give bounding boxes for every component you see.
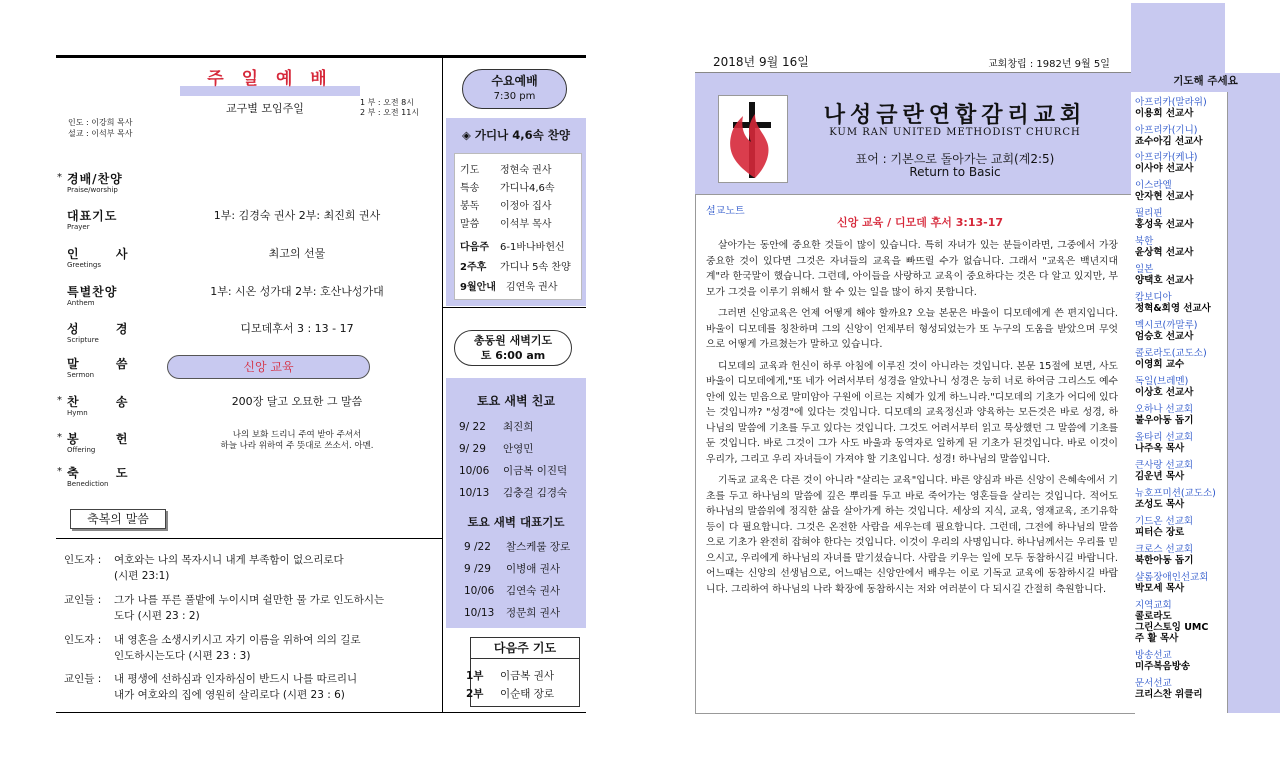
- paragraph: 디모데의 교육과 헌신이 하루 아침에 이루진 것이 아니라는 것입니다. 본문 15절에 보면, 사도 바울이 디모데에게,"또 네가 어려서부터 성경을 알았나니 성경은 능히 너로 하여금 그리스도 예수 안에 있는 믿음으로 말미암아 구원에 이르는 지혜가 있게 하느니라."디모데의 기초가 어디에 있다는 것입니까? "성경"에 있다는 것입니다. 디모데의 교육정신과 양육하는 모든것은 바로 성경, 하나님의 말씀에 기초를 두고 있다는 것입니다. 그것도 어려서부터 읽고 묵상했던 그 말씀에 기초를 둔 것입니다. 바로 그것이 그가 사도 바울과 동역자로 일하게 된 기초가 된것입니다. 바로 이것이 우리가, 그리고 우리 자녀들이 가져야 할 기초입니다. 성경! 하나님의 말씀입니다.: [706, 360, 1118, 465]
- responsive-reading-4: 교인들 : 내 평생에 선하심과 인자하심이 반드시 나를 따르리니 내가 여호와의 집에 영원히 살리로다 (시편 23 : 6): [64, 673, 358, 701]
- bulletin-date: 2018년 9월 16일: [713, 55, 809, 69]
- fellowship-row: 10/06 이금복 이진덕: [459, 465, 568, 477]
- prayer-item: 독일(브레멘) 이상호 선교사: [1135, 376, 1194, 398]
- prayer-duty-row: 9 /29 이병애 권사: [464, 563, 561, 575]
- fellowship-row: 10/13 김충걸 김경숙: [459, 487, 568, 499]
- praise-row: 특송 가디나4,6속: [460, 183, 555, 194]
- responsive-reading-2: 교인들 : 그가 나를 푸른 풀밭에 누이시며 쉴만한 물 가로 인도하시는 도다 (시편 23 : 2): [64, 594, 385, 622]
- order-scripture: 성 경 Scripture 디모데후서 3 : 13 - 17: [67, 322, 354, 344]
- dawn-prayer-box: 총동원 새벽기도 토 6:00 am: [454, 330, 572, 366]
- sermon-notes-title: 신앙 교육 / 디모데 후서 3:13-17: [836, 216, 1004, 229]
- prayer-item: 아프리카(말라위) 이용희 선교사: [1135, 97, 1207, 119]
- next-week-prayer-heading: 다음주 기도: [470, 637, 580, 659]
- responsive-reading-1: 인도자 : 여호와는 나의 목자시니 내게 부족함이 없으리로다 (시편 23:1): [64, 554, 344, 582]
- prayer-item: 북한 윤상혁 선교사: [1135, 236, 1194, 258]
- prayer-item: 뉴호프미션(교도소) 조성도 목사: [1135, 488, 1216, 510]
- top-rule: [56, 55, 586, 58]
- prayer-item: 오하나 선교회 불우아동 돕기: [1135, 404, 1194, 426]
- section-divider: [56, 538, 442, 539]
- sidebar-top-band: [1131, 3, 1225, 73]
- prayer-item: 멕시코(까말루) 엄승호 선교사: [1135, 320, 1198, 342]
- prayer-item: 이스라엘 안자현 선교사: [1135, 180, 1194, 202]
- prayer-item: 캄보디아 정혁&희영 선교사: [1135, 292, 1211, 314]
- cross-flame-logo: [718, 95, 788, 183]
- small-group-label: 교구별 모임주일: [226, 102, 304, 115]
- church-motto: 표어 : 기본으로 돌아가는 교회(계2:5): [855, 152, 1055, 166]
- church-name: 나성금란연합감리교회: [823, 103, 1087, 128]
- order-greetings: 인 사 Greetings 최고의 선물: [67, 247, 326, 269]
- prayer-item: 방송선교 미주복음방송: [1135, 650, 1191, 672]
- praise-row: 봉독 이정아 집사: [460, 201, 552, 212]
- paragraph: 살아가는 동안에 중요한 것들이 많이 있습니다. 특히 자녀가 있는 분들이라면, 그중에서 가장 중요한 것이 있다면 그것은 자녀들의 교육을 빠뜨릴 수가 없습니다. 그래서 "교육은 백년지대계"라 한국말이 했습니다. 그런데, 아이들을 사랑하고 교육이 중요하다는 것은 다 알고 있지만, 부모가 그것을 이루기 위해서 할 수 있는 일을 많이 하지 못합니다.: [706, 240, 1118, 298]
- paragraph: 그러면 신앙교육은 언제 어떻게 해야 할까요? 오늘 본문은 바울이 디모데에게 쓴 편지입니다. 바울이 디모데를 칭찬하며 그의 신앙이 언제부터 형성되었는가 또 누구의 도움을 받았으며 무엇으로 어떻게 가르쳤는가 말하고 있습니다.: [706, 308, 1118, 350]
- prayer-duty-row: 10/13 정문희 권사: [464, 607, 561, 619]
- prayer-item: 필리핀 홍성욱 선교사: [1135, 208, 1194, 230]
- prayer-sidebar-heading: 기도해 주세요: [1173, 75, 1238, 87]
- church-motto-english: Return to Basic: [909, 165, 1001, 179]
- order-praise: * 경배/찬양 Praise/worship: [57, 172, 123, 194]
- column-divider: [442, 58, 443, 713]
- order-benediction: * 축 도 Benediction: [57, 466, 129, 488]
- next-prayer-row: 1부 이금복 권사: [466, 670, 555, 682]
- prayer-item: 콜로라도(교도소) 이영희 교수: [1135, 348, 1207, 370]
- service-leaders: 인도 : 이강희 목사 설교 : 이석부 목사: [68, 118, 133, 138]
- prayer-duty-row: 9 /22 찰스케룰 장로: [464, 541, 571, 553]
- prayer-item: 큰사랑 선교회 김운년 목사: [1135, 460, 1194, 482]
- paragraph: 기독교 교육은 다른 것이 아니라 "살리는 교육"입니다. 바른 양심과 바른 신앙이 은혜속에서 기초를 두고 하나님의 말씀에 깊은 뿌리를 두고 바로 죽어가는 영혼들을 살리는 것입니다. 적어도 하나님의 말씀위에 정직한 삶을 살아가게 하는 것입니다. 세상의 지식, 교육, 영재교육, 조기유학등이 다 필요합니다. 그것은 온전한 사람을 세우는데 필요합니다. 그런데, 그전에 하나님의 말씀으로 기초가 완전히 잡혀야 한다는 것입니다. 이것이 우리의 사명입니다. 하나님께서는 우리를 믿으시고, 우리에게 하나님의 자녀를 맡기셨습니다. 사람을 키우는 일에 모두 동참하시길 바랍니다. 어느때는 신앙의 선생님으로, 어느때는 신앙안에서 배우는 이로 기독교 교육에 동참하시길 바랍니다. 그리하여 하나님의 나라 확장에 동참하시는 저와 여러분이 다 되시길 간절히 축원합니다.: [706, 475, 1118, 595]
- bottom-rule: [56, 712, 586, 713]
- prayer-item: 아프리카(케냐) 이사야 선교사: [1135, 152, 1198, 174]
- saturday-prayer-heading: 토요 새벽 대표기도: [467, 515, 565, 529]
- founding-date: 교회창립 : 1982년 9월 5일: [988, 59, 1110, 70]
- sermon-title-box: 신앙 교육: [167, 355, 370, 379]
- order-sermon: 말 씀 Sermon: [67, 357, 129, 379]
- wednesday-service-box: 수요예배 7:30 pm: [462, 69, 567, 109]
- service-times: 1 부 : 오전 8시 2 부 : 오전 11시: [360, 98, 420, 117]
- blessing-words-box: 축복의 말씀: [70, 509, 166, 529]
- sermon-notes-body: [706, 238, 1118, 603]
- prayer-item: 문서선교 크리스찬 위클리: [1135, 678, 1203, 700]
- responsive-reading-3: 인도자 : 내 영혼을 소생시키시고 자기 이름을 위하여 의의 길로 인도하시는도다 (시편 23 : 3): [64, 634, 361, 662]
- prayer-duty-row: 10/06 김연숙 권사: [464, 585, 561, 597]
- sermon-notes-label: 설교노트: [706, 206, 745, 217]
- praise-row: 말씀 이석부 목사: [460, 219, 552, 230]
- fellowship-row: 9/ 29 안영민: [459, 443, 534, 455]
- worship-title: 주 일 예 배: [180, 64, 360, 96]
- cross-flame-icon: [719, 96, 789, 184]
- next-prayer-row: 2부 이순태 장로: [466, 688, 555, 700]
- fellowship-row: 9/ 22 최진희: [459, 421, 534, 433]
- praise-row: 기도 정현숙 권사: [460, 165, 552, 176]
- praise-heading: ◈ 가디나 4,6속 찬양: [462, 128, 570, 142]
- church-name-english: KUM RAN UNITED METHODIST CHURCH: [829, 127, 1081, 138]
- saturday-fellowship-heading: 토요 새벽 친교: [477, 394, 555, 408]
- prayer-item: 올타리 선교회 나주옥 목사: [1135, 432, 1194, 454]
- schedule-row: 다음주 6-1바나바헌신: [460, 242, 565, 253]
- prayer-item: 샬롬장애인선교회 박모세 목사: [1135, 572, 1209, 594]
- order-anthem: 특별찬양 Anthem 1부: 시온 성가대 2부: 호산나성가대: [67, 285, 384, 307]
- order-prayer: 대표기도 Prayer 1부: 김경숙 권사 2부: 최진희 권사: [67, 209, 381, 231]
- prayer-item: 기드온 선교회 피터슨 장로: [1135, 516, 1194, 538]
- prayer-item: 일본 양택호 선교사: [1135, 264, 1194, 286]
- schedule-row: 2주후 가디나 5속 찬양: [460, 262, 571, 273]
- order-hymn: * 찬 송 Hymn 200장 달고 오묘한 그 말씀: [57, 395, 363, 417]
- schedule-row: 9월안내 김연욱 권사: [460, 282, 558, 293]
- order-offering: * 봉 헌 Offering 나의 보화 드리니 주여 받아 주셔서 하늘 나라 위하여 주 뜻대로 쓰소서. 아멘.: [57, 430, 374, 454]
- prayer-item: 지역교회 콜로라도 그린스토잉 UMC 주 활 목사: [1135, 600, 1209, 644]
- middle-divider: [443, 307, 586, 308]
- prayer-item: 크로스 선교회 북한아동 돕기: [1135, 544, 1194, 566]
- prayer-item: 아프리카(기니) 죠수아김 선교사: [1135, 125, 1203, 147]
